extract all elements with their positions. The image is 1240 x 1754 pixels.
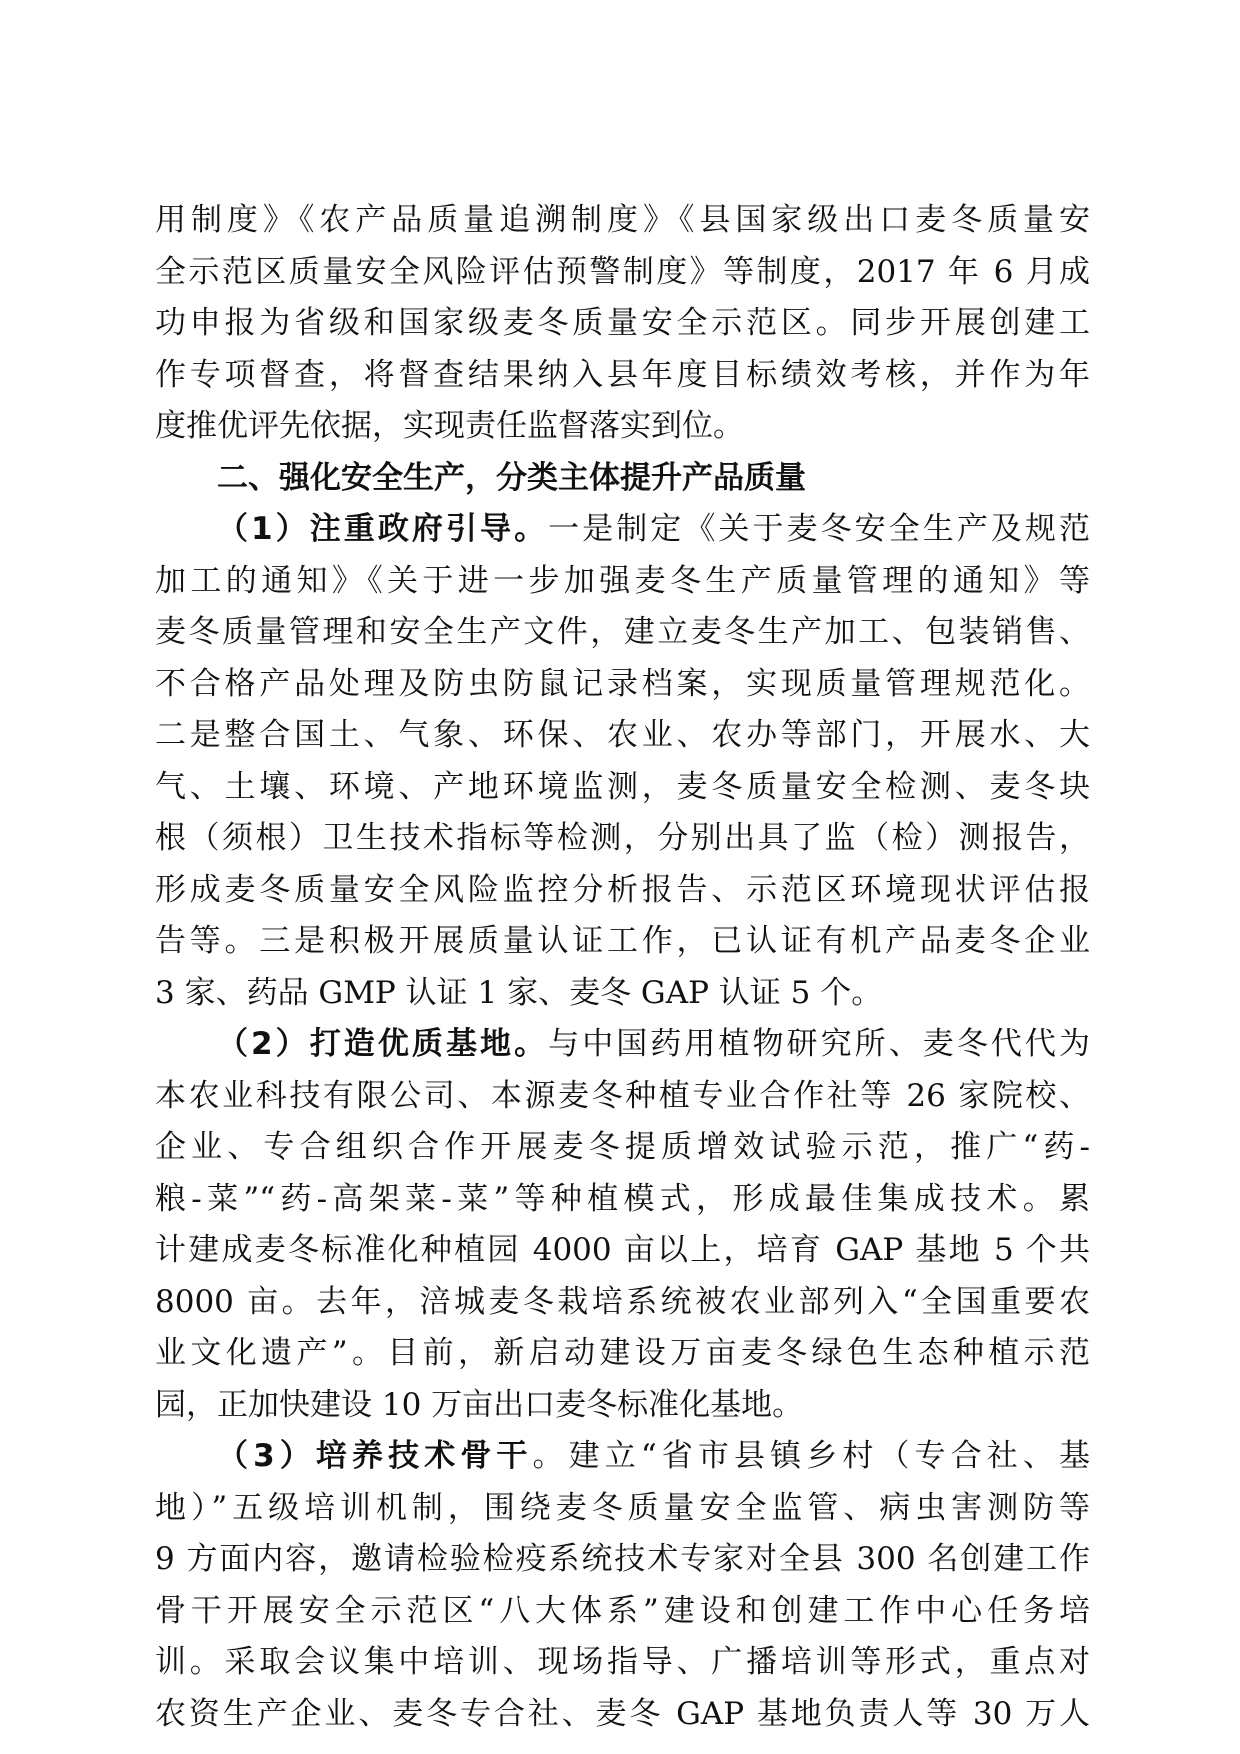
text-line: 本农业科技有限公司、本源麦冬种植专业合作社等 26 家院校、 bbox=[155, 1077, 1090, 1114]
text-line: 9 方面内容，邀请检验检疫系统技术专家对全县 300 名创建工作 bbox=[155, 1541, 1090, 1577]
paragraph-text: 一是制定《关于麦冬安全生产及规范 bbox=[548, 511, 1090, 547]
text-line: 度推优评先依据，实现责任监督落实到位。 bbox=[155, 408, 744, 444]
text-line: 3 家、药品 GMP 认证 1 家、麦冬 GAP 认证 5 个。 bbox=[155, 974, 883, 1011]
paragraph-text: 。建立“省市县镇乡村（专合社、基 bbox=[532, 1438, 1090, 1474]
text-line: 麦冬质量管理和安全生产文件，建立麦冬生产加工、包装销售、 bbox=[155, 614, 1090, 650]
paragraph-title: （1）注重政府引导。 bbox=[217, 511, 549, 547]
text-line: 园，正加快建设 10 万亩出口麦冬标准化基地。 bbox=[155, 1386, 804, 1423]
text-line: 作专项督查，将督查结果纳入县年度目标绩效考核，并作为年 bbox=[155, 356, 1090, 393]
paragraph-text: 与中国药用植物研究所、麦冬代代为 bbox=[548, 1026, 1090, 1062]
paragraph-technical-staff bbox=[155, 1431, 1090, 1740]
text-line: 农资生产企业、麦冬专合社、麦冬 GAP 基地负责人等 30 万人 bbox=[155, 1695, 1090, 1732]
paragraph-quality-base bbox=[155, 1019, 1090, 1431]
text-line: 粮-菜”“药-高架菜-菜”等种植模式，形成最佳集成技术。累 bbox=[155, 1180, 1090, 1217]
text-line: 不合格产品处理及防虫防鼠记录档案，实现质量管理规范化。 bbox=[155, 665, 1090, 702]
text-line: 用制度》《农产品质量追溯制度》《县国家级出口麦冬质量安 bbox=[155, 202, 1090, 238]
text-line: 二是整合国土、气象、环保、农业、农办等部门，开展水、大 bbox=[155, 717, 1090, 753]
paragraph-government-guidance bbox=[155, 504, 1090, 1019]
text-line: 业文化遗产”。目前，新启动建设万亩麦冬绿色生态种植示范 bbox=[155, 1335, 1090, 1371]
paragraph-first-line bbox=[155, 1431, 1090, 1483]
text-line: 根（须根）卫生技术指标等检测，分别出具了监（检）测报告， bbox=[155, 820, 1090, 856]
paragraph-title: （2）打造优质基地。 bbox=[217, 1026, 549, 1062]
paragraph-title: （3）培养技术骨干 bbox=[217, 1438, 533, 1474]
paragraph-first-line bbox=[155, 504, 1090, 556]
text-line: 训。采取会议集中培训、现场指导、广播培训等形式，重点对 bbox=[155, 1644, 1090, 1680]
section-heading: 二、强化安全生产，分类主体提升产品质量 bbox=[217, 459, 806, 496]
text-line: 气、土壤、环境、产地环境监测，麦冬质量安全检测、麦冬块 bbox=[155, 768, 1090, 805]
text-line: 告等。三是积极开展质量认证工作，已认证有机产品麦冬企业 bbox=[155, 923, 1090, 959]
text-line: 全示范区质量安全风险评估预警制度》等制度，2017 年 6 月成 bbox=[155, 253, 1090, 290]
intro-paragraph bbox=[155, 195, 1090, 453]
text-line: 功申报为省级和国家级麦冬质量安全示范区。同步开展创建工 bbox=[155, 305, 1090, 341]
text-line: 计建成麦冬标准化种植园 4000 亩以上，培育 GAP 基地 5 个共 bbox=[155, 1232, 1090, 1268]
text-line: 形成麦冬质量安全风险监控分析报告、示范区环境现状评估报 bbox=[155, 871, 1090, 908]
text-line: 8000 亩。去年，涪城麦冬栽培系统被农业部列入“全国重要农 bbox=[155, 1283, 1090, 1320]
text-line: 企业、专合组织合作开展麦冬提质增效试验示范，推广“药- bbox=[155, 1129, 1090, 1165]
text-line: 骨干开展安全示范区“八大体系”建设和创建工作中心任务培 bbox=[155, 1592, 1090, 1629]
paragraph-first-line bbox=[155, 1019, 1090, 1071]
text-line: 加工的通知》《关于进一步加强麦冬生产质量管理的通知》等 bbox=[155, 562, 1090, 599]
text-line: 地）”五级培训机制，围绕麦冬质量安全监管、病虫害测防等 bbox=[155, 1489, 1090, 1526]
document-page bbox=[155, 195, 1090, 1740]
